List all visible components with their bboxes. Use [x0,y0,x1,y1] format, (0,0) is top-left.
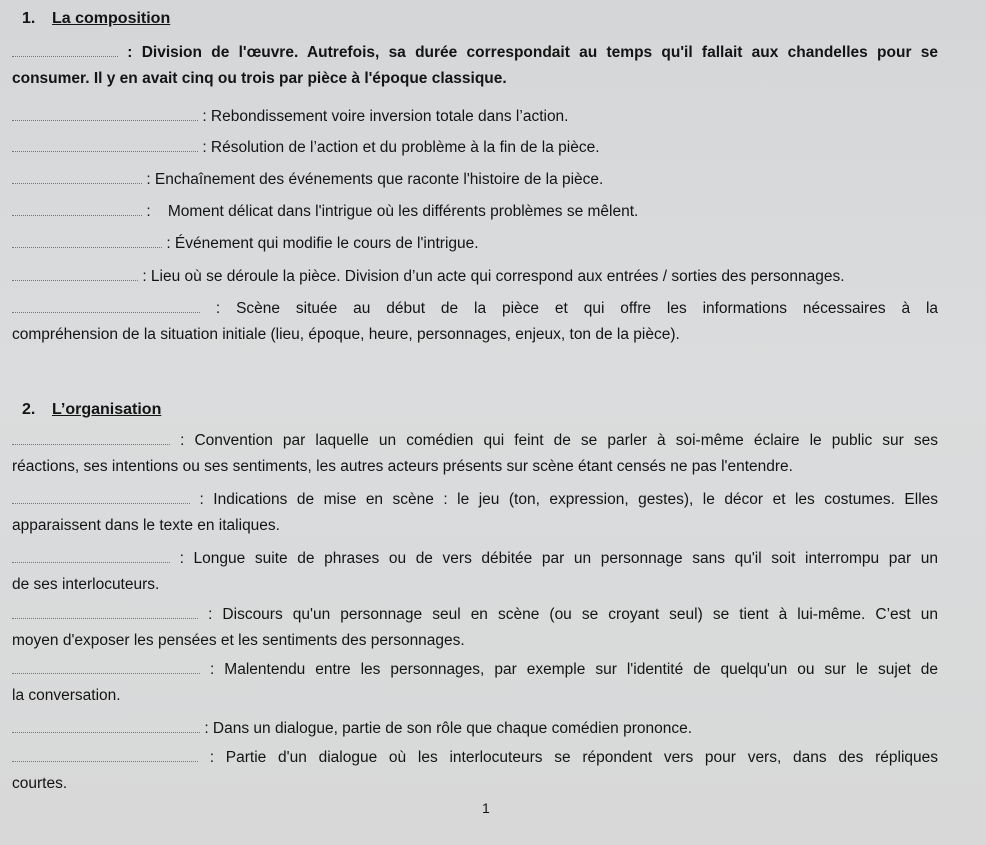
definition-text: : Moment délicat dans l'intrigue où les différents problèmes se mêlent. [146,203,639,220]
answer-blank[interactable] [12,235,162,248]
definition-item [12,546,938,598]
answer-blank[interactable] [12,203,142,216]
answer-blank[interactable] [12,44,118,57]
definition-text: : Enchaînement des événements que raconte l'histoire de la pièce. [146,171,604,188]
section-title: La composition [52,10,171,27]
definition-item [12,167,938,193]
definition-text: : Malentendu entre les personnages, par exemple sur l'identité de quelqu'un ou sur le sujet de [210,661,938,678]
section-number: 2. [22,401,36,418]
definition-continuation: apparaissent dans le texte en italiques. [12,517,280,534]
answer-blank[interactable] [12,661,200,674]
definition-continuation: consumer. Il y en avait cinq ou trois par pièce à l'époque classique. [12,70,507,87]
answer-blank[interactable] [12,606,198,619]
section-heading-organisation [22,401,161,419]
definition-item [12,487,938,539]
answer-blank[interactable] [12,139,198,152]
definition-text: : Événement qui modifie le cours de l'intrigue. [166,235,479,252]
definition-item [12,104,938,130]
answer-blank[interactable] [12,491,190,504]
definition-item [12,135,938,161]
definition-text: : Partie d'un dialogue où les interlocuteurs se répondent vers pour vers, dans des répliques [209,749,938,766]
definition-item [12,264,938,290]
answer-blank[interactable] [12,550,170,563]
definition-item [12,40,938,92]
definition-continuation: compréhension de la situation initiale (lieu, époque, heure, personnages, enjeux, ton de la pièce). [12,326,680,343]
section-heading-composition [22,10,170,28]
definition-continuation: réactions, ses intentions ou ses sentiments, les autres acteurs présents sur scène étant censés ne pas l'entendre. [12,458,793,475]
definition-text: : Longue suite de phrases ou de vers débitée par un personnage sans qu'il soit interrompu par un [179,550,938,567]
definition-item [12,716,938,742]
definition-item [12,428,938,480]
section-title: L’organisation [52,401,162,418]
definition-text: : Scène située au début de la pièce et qui offre les informations nécessaires à la [215,300,939,317]
definition-text: : Résolution de l’action et du problème à la fin de la pièce. [202,139,600,156]
answer-blank[interactable] [12,432,170,445]
definition-text: : Dans un dialogue, partie de son rôle que chaque comédien prononce. [204,720,693,737]
definition-text: : Lieu où se déroule la pièce. Division d’un acte qui correspond aux entrées / sorties des personnages. [142,268,845,285]
definition-text: : Rebondissement voire inversion totale dans l’action. [202,108,569,125]
answer-blank[interactable] [12,300,200,313]
definition-continuation: de ses interlocuteurs. [12,576,160,593]
section-number: 1. [22,10,36,27]
definition-text: : Discours qu'un personnage seul en scène (ou se croyant seul) se tient à lui-même. C’est un [208,606,938,623]
definition-item [12,296,938,348]
definition-continuation: moyen d'exposer les pensées et les sentiments des personnages. [12,632,465,649]
definition-item [12,231,938,257]
page-number: 1 [482,800,490,816]
answer-blank[interactable] [12,171,142,184]
definition-text: : Division de l'œuvre. Autrefois, sa durée correspondait au temps qu'il fallait aux chandelles pour se [127,44,938,61]
definition-item [12,657,938,709]
definition-item [12,745,938,797]
definition-continuation: courtes. [12,775,68,792]
answer-blank[interactable] [12,749,198,762]
answer-blank[interactable] [12,720,200,733]
answer-blank[interactable] [12,268,138,281]
definition-item [12,602,938,654]
definition-item [12,199,938,225]
definition-text: : Indications de mise en scène : le jeu (ton, expression, gestes), le décor et les costumes. Elles [199,491,939,508]
definition-text: : Convention par laquelle un comédien qui feint de se parler à soi-même éclaire le public sur ses [180,432,939,449]
definition-continuation: la conversation. [12,687,121,704]
answer-blank[interactable] [12,108,198,121]
